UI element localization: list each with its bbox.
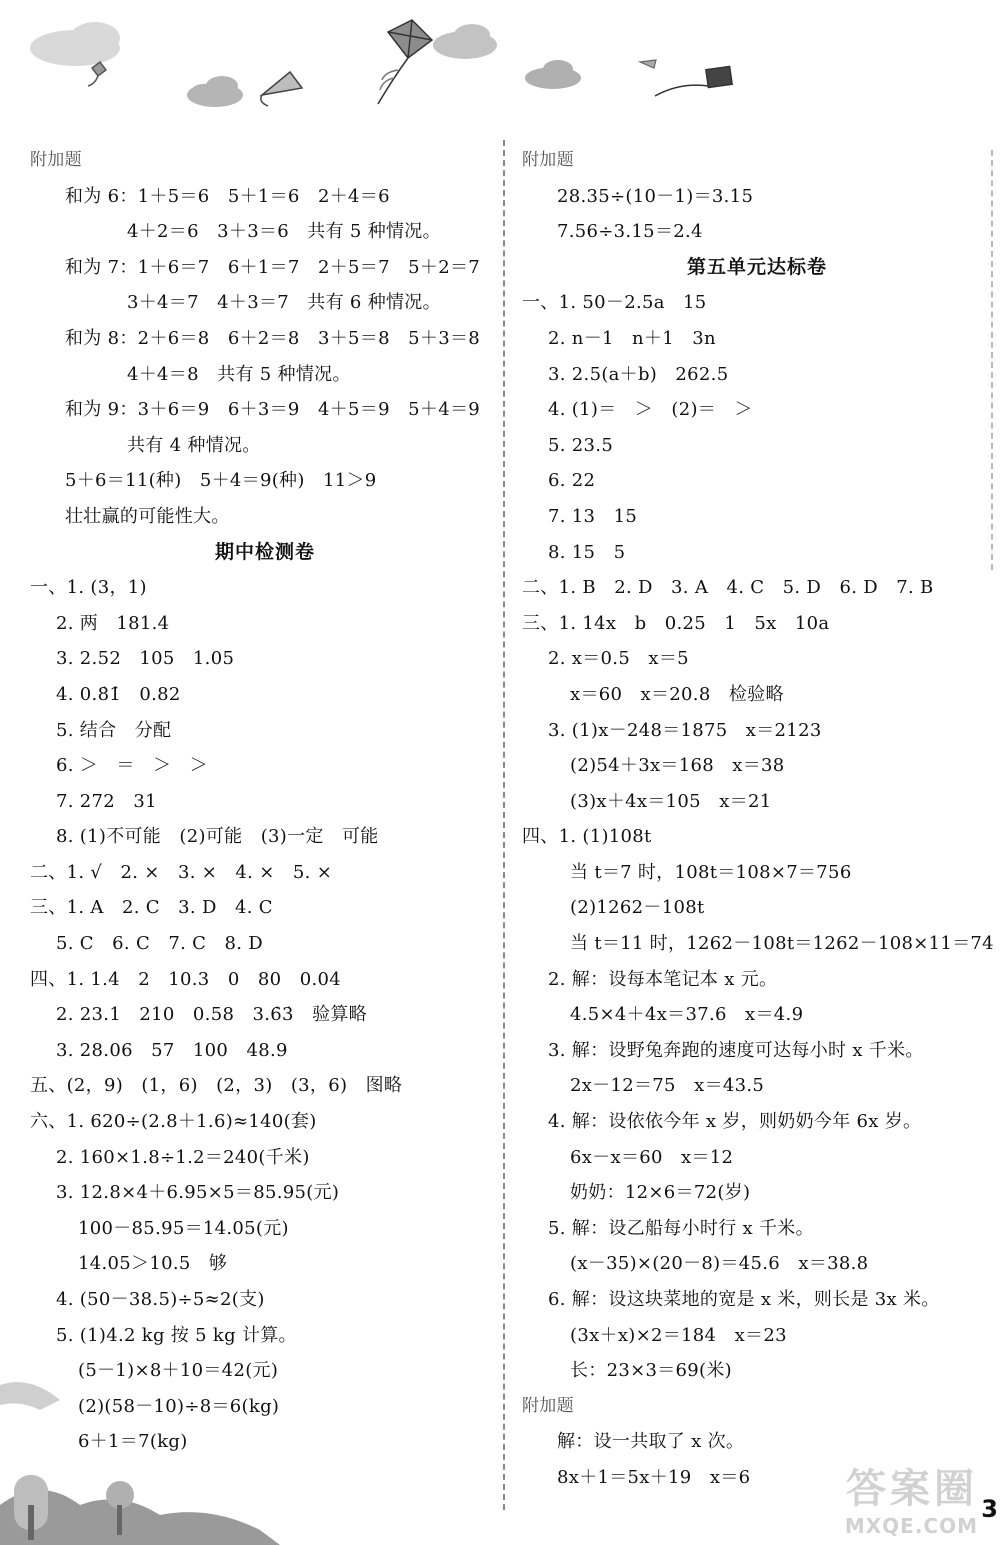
answer-line: (2)1262－108t bbox=[570, 897, 705, 919]
answer-line: (2)(58－10)÷8＝6(kg) bbox=[78, 1395, 280, 1417]
answer-line: 6. 解：设这块菜地的宽是 x 米，则长是 3x 米。 bbox=[548, 1289, 940, 1310]
kite-icon bbox=[655, 66, 732, 96]
answer-line: 和为 6：1＋5＝6 5＋1＝6 2＋4＝6 bbox=[65, 185, 390, 207]
answer-line: 3. 2.52 105 1.05 bbox=[56, 648, 235, 670]
answer-line: (3)x＋4x＝105 x＝21 bbox=[570, 790, 772, 812]
answer-line: 4. (1)＝ ＞ (2)＝ ＞ bbox=[548, 399, 753, 421]
column-divider bbox=[503, 140, 505, 1510]
answer-line: 3. 28.06 57 100 48.9 bbox=[56, 1039, 288, 1061]
answer-line: 2. 23.1 210 0.58 3.6̇3̇ 验算略 bbox=[56, 1004, 367, 1026]
right-column bbox=[522, 143, 992, 1496]
answer-line: 6. ＞ ＝ ＞ ＞ bbox=[56, 755, 208, 777]
answer-line: 8. (1)不可能 (2)可能 (3)一定 可能 bbox=[56, 826, 379, 848]
answer-line: 2. x＝0.5 x＝5 bbox=[548, 648, 689, 670]
answer-line: 5. (1)4.2 kg 按 5 kg 计算。 bbox=[56, 1324, 297, 1346]
answer-line: 5. 解：设乙船每小时行 x 千米。 bbox=[548, 1217, 814, 1239]
answer-line: 6＋1＝7(kg) bbox=[78, 1431, 188, 1453]
answer-line: 当 t＝7 时，108t＝108×7＝756 bbox=[570, 861, 852, 883]
answer-line: 4. 0.8̇1̇ 0.82 bbox=[56, 683, 181, 705]
answer-line: 三、1. A 2. C 3. D 4. C bbox=[30, 897, 273, 919]
answer-line: 一、1. 50－2.5a 15 bbox=[522, 292, 707, 314]
answer-line: 共有 4 种情况。 bbox=[127, 434, 261, 456]
answer-line: 4＋4＝8 共有 5 种情况。 bbox=[127, 363, 351, 385]
answer-line: 5. 23.5 bbox=[548, 434, 614, 456]
page-number: 3 bbox=[981, 1495, 998, 1523]
answer-line: 2. 解：设每本笔记本 x 元。 bbox=[548, 968, 778, 990]
section-label: 附加题 bbox=[522, 1395, 574, 1416]
answer-line: 四、1. (1)108t bbox=[522, 826, 652, 848]
answer-line: 7.56÷3.15＝2.4 bbox=[557, 221, 703, 243]
answer-line: 3. 2.5(a＋b) 262.5 bbox=[548, 363, 729, 385]
cloud-icon bbox=[433, 24, 497, 59]
answer-line: 一、1. (3，1) bbox=[30, 577, 147, 599]
corner-illustration bbox=[0, 1355, 280, 1545]
section-title: 第五单元达标卷 bbox=[686, 255, 827, 278]
answer-line: 2x－12＝75 x＝43.5 bbox=[570, 1075, 765, 1097]
answer-line: 8x＋1＝5x＋19 x＝6 bbox=[557, 1466, 751, 1488]
kite-icon bbox=[261, 72, 302, 106]
answer-line: 5. C 6. C 7. C 8. D bbox=[56, 933, 264, 955]
answer-line: 4. 解：设依依今年 x 岁，则奶奶今年 6x 岁。 bbox=[548, 1111, 922, 1133]
answer-line: 2. 160×1.8÷1.2＝240(千米) bbox=[56, 1146, 310, 1168]
answer-line: 3. 解：设野兔奔跑的速度可达每小时 x 千米。 bbox=[548, 1039, 924, 1061]
answer-line: 奶奶：12×6＝72(岁) bbox=[570, 1182, 751, 1204]
answer-line: 2. n－1 n＋1 3n bbox=[548, 327, 716, 349]
answer-line: 五、(2，9) (1，6) (2，3) (3，6) 图略 bbox=[30, 1075, 403, 1097]
answer-line: 三、1. 14x b 0.25 1 5x 10a bbox=[522, 612, 830, 634]
answer-line: 长：23×3＝69(米) bbox=[570, 1360, 732, 1382]
answer-line: 7. 13 15 bbox=[548, 505, 638, 527]
section-label: 附加题 bbox=[522, 150, 574, 170]
answer-line: 4. (50－38.5)÷5≈2(支) bbox=[56, 1289, 265, 1310]
answer-line: 4.5×4＋4x＝37.6 x＝4.9 bbox=[570, 1004, 804, 1026]
cloud-icon bbox=[187, 76, 243, 107]
answer-line: 7. 272 31 bbox=[56, 790, 157, 812]
answer-line: 和为 8：2＋6＝8 6＋2＝8 3＋5＝8 5＋3＝8 bbox=[65, 327, 480, 349]
answer-line: 6. 22 bbox=[548, 470, 596, 492]
watermark bbox=[798, 1457, 978, 1537]
answer-line: 四、1. 1.4 2 10.3 0 80 0.04 bbox=[30, 968, 341, 990]
answer-line: 和为 9：3＋6＝9 6＋3＝9 4＋5＝9 5＋4＝9 bbox=[65, 399, 480, 421]
kite-icon bbox=[640, 60, 656, 68]
answer-line: 5. 结合 分配 bbox=[56, 719, 172, 741]
answer-line: 5＋6＝11(种) 5＋4＝9(种) 11＞9 bbox=[65, 470, 377, 492]
answer-line: 二、1. √ 2. × 3. × 4. × 5. × bbox=[30, 861, 333, 883]
answer-line: 3＋4＝7 4＋3＝7 共有 6 种情况。 bbox=[127, 292, 441, 314]
answer-line: 壮壮赢的可能性大。 bbox=[65, 505, 230, 527]
left-column bbox=[30, 143, 500, 1460]
kite-cloud-banner bbox=[0, 0, 1000, 140]
kite-icon bbox=[88, 62, 106, 86]
answer-line: (5－1)×8＋10＝42(元) bbox=[78, 1360, 279, 1382]
answer-line: 3. 12.8×4＋6.95×5＝85.95(元) bbox=[56, 1182, 340, 1204]
cloud-icon bbox=[525, 60, 581, 89]
answer-line: 4＋2＝6 3＋3＝6 共有 5 种情况。 bbox=[127, 221, 441, 243]
section-label: 附加题 bbox=[30, 150, 82, 170]
answer-line: 28.35÷(10－1)＝3.15 bbox=[557, 185, 754, 207]
answer-line: (2)54＋3x＝168 x＝38 bbox=[570, 755, 785, 777]
answer-line: 8. 15 5 bbox=[548, 541, 626, 563]
watermark-logo-text: 答案圈 bbox=[846, 1466, 978, 1512]
watermark-site-text: MXQE.COM bbox=[844, 1514, 978, 1538]
answer-line: (3x＋x)×2＝184 x＝23 bbox=[570, 1324, 787, 1346]
answer-line: 六、1. 620÷(2.8＋1.6)≈140(套) bbox=[30, 1111, 317, 1133]
cloud-icon bbox=[30, 22, 120, 66]
answer-line: 3. (1)x－248＝1875 x＝2123 bbox=[548, 719, 822, 741]
answer-line: 当 t＝11 时，1262－108t＝1262－108×11＝74 bbox=[570, 933, 994, 955]
answer-line: 和为 7：1＋6＝7 6＋1＝7 2＋5＝7 5＋2＝7 bbox=[65, 256, 480, 278]
kite-icon bbox=[378, 20, 432, 104]
answer-line: (x－35)×(20－8)＝45.6 x＝38.8 bbox=[570, 1253, 869, 1275]
section-title: 期中检测卷 bbox=[214, 540, 315, 563]
answer-line: 解：设一共取了 x 次。 bbox=[557, 1431, 745, 1453]
answer-line: 100－85.95＝14.05(元) bbox=[78, 1217, 289, 1239]
answer-line: 2. 两 181.4 bbox=[56, 612, 170, 634]
answer-line: 二、1. B 2. D 3. A 4. C 5. D 6. D 7. B bbox=[522, 577, 934, 599]
answer-line: 6x－x＝60 x＝12 bbox=[570, 1146, 734, 1168]
answer-line: 14.05＞10.5 够 bbox=[78, 1253, 228, 1275]
answer-line: x＝60 x＝20.8 检验略 bbox=[570, 683, 784, 705]
